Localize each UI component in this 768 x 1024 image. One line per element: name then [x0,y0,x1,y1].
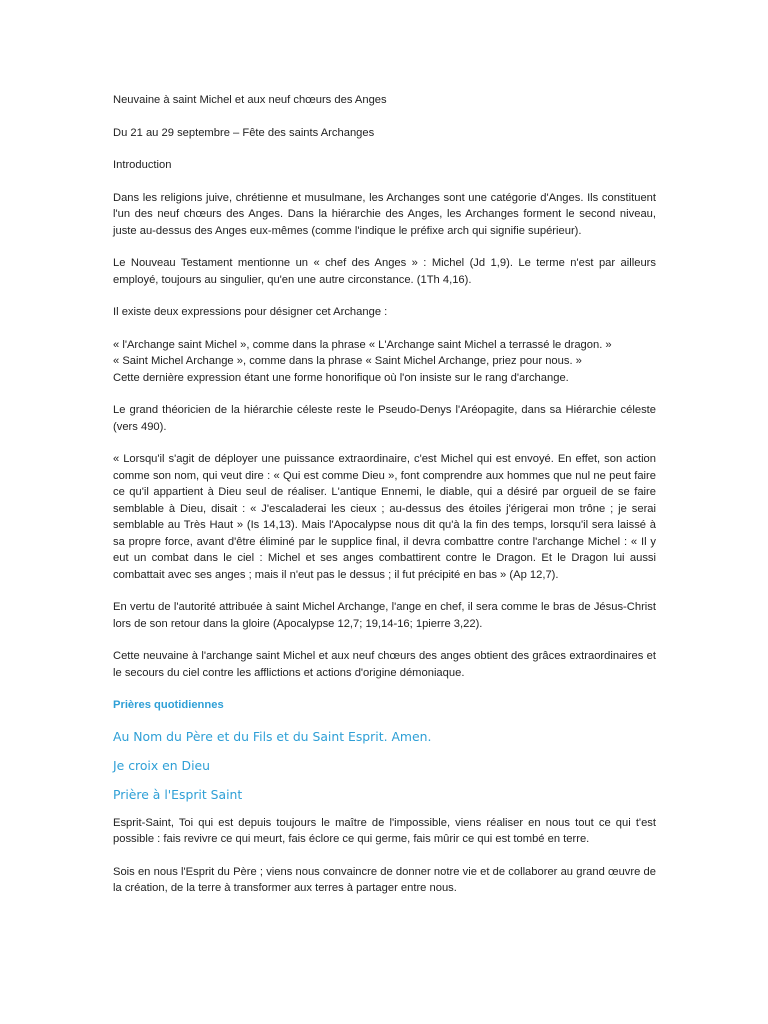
intro-heading: Introduction [113,159,172,171]
prayer-heading-creed: Je croix en Dieu [113,757,211,773]
paragraph-quote-michel: « Lorsqu'il s'agit de déployer une puissance extraordinaire, c'est Michel qui est envoyé. En effet, son action comme son nom, qui veut dire : « Qui est comme Dieu », font comprendre aux hommes que nul ne peut faire ce qu'il appartient à Dieu seul de réaliser. L'antique Ennemi, le diable, qui a désiré par orgueil de se faire semblable à Dieu, disait : « J'escaladerai les cieux ; au-dessus des étoiles j'érigerai mon trône ; je serai semblable au Très Haut » (Is 14,13). Mais l'Apocalypse nous dit qu'à la fin des temps, lorsqu'il sera laissé à sa propre force, avant d'être éliminé par le supplice final, il devra combattre contre l'archange Michel : « Il y eut un combat dans le ciel : Michel et ses anges combattirent contre le Dragon. Et le Dragon lui aussi combattait avec ses anges ; mais il n'eut pas le dessus ; il fut précipité en bas » (Ap 12,7). [113,453,656,581]
expression-line-2: « Saint Michel Archange », comme dans la phrase « Saint Michel Archange, priez pour nous. » [113,355,582,367]
expression-line-1: « l'Archange saint Michel », comme dans la phrase « L'Archange saint Michel a terrassé le dragon. » [113,338,612,351]
paragraph-nouveau-testament: Le Nouveau Testament mentionne un « chef des Anges » : Michel (Jd 1,9). Le terme n'est par ailleurs employé, toujours au singulier, qu'en une autre circonstance. (1Th 4,16). [113,257,656,286]
expression-line-3: Cette dernière expression étant une forme honorifique où l'on insiste sur le rang d'archange. [113,371,569,384]
prayer-heading-holy-spirit: Prière à l'Esprit Saint [113,786,243,802]
prayer-paragraph-1: Esprit-Saint, Toi qui est depuis toujours le maître de l'impossible, viens réaliser en nous tout ce qui t'est possible : fais revivre ce qui meurt, fais éclore ce qui germe, fais mûrir ce qui est tombé en terre. [113,816,656,845]
document-title: Neuvaine à saint Michel et aux neuf chœurs des Anges [113,94,387,106]
paragraph-expression-list [113,337,656,387]
paragraph-expressions: Il existe deux expressions pour désigner cet Archange : [113,306,388,318]
paragraph-autorite: En vertu de l'autorité attribuée à saint Michel Archange, l'ange en chef, il sera comme le bras de Jésus-Christ lors de son retour dans la gloire (Apocalypse 12,7; 19,14-16; 1pierre 3,22). [113,601,656,630]
prayer-heading-sign-of-cross: Au Nom du Père et du Fils et du Saint Esprit. Amen. [113,728,432,744]
paragraph-archanges: Dans les religions juive, chrétienne et musulmane, les Archanges sont une catégorie d'Anges. Ils constituent l'un des neuf chœurs des Anges. Dans la hiérarchie des Anges, les Archanges forment le second niveau, juste au-dessus des Anges eux-mêmes (comme l'indique le préfixe arch qui signifie supérieur). [113,191,656,237]
prayer-paragraph-2: Sois en nous l'Esprit du Père ; viens nous convaincre de donner notre vie et de collaborer au grand œuvre de la création, de la terre à transformer aux terres à partager entre nous. [113,865,656,894]
document-dates: Du 21 au 29 septembre – Fête des saints Archanges [113,126,375,139]
paragraph-pseudo-denys: Le grand théoricien de la hiérarchie céleste reste le Pseudo-Denys l'Aréopagite, dans sa Hiérarchie céleste (vers 490). [113,404,656,433]
paragraph-neuvaine: Cette neuvaine à l'archange saint Michel et aux neuf chœurs des anges obtient des grâces extraordinaires et le secours du ciel contre les afflictions et actions d'origine démoniaque. [113,650,656,679]
document-page [113,92,656,913]
prayers-heading: Prières quotidiennes [113,699,224,711]
